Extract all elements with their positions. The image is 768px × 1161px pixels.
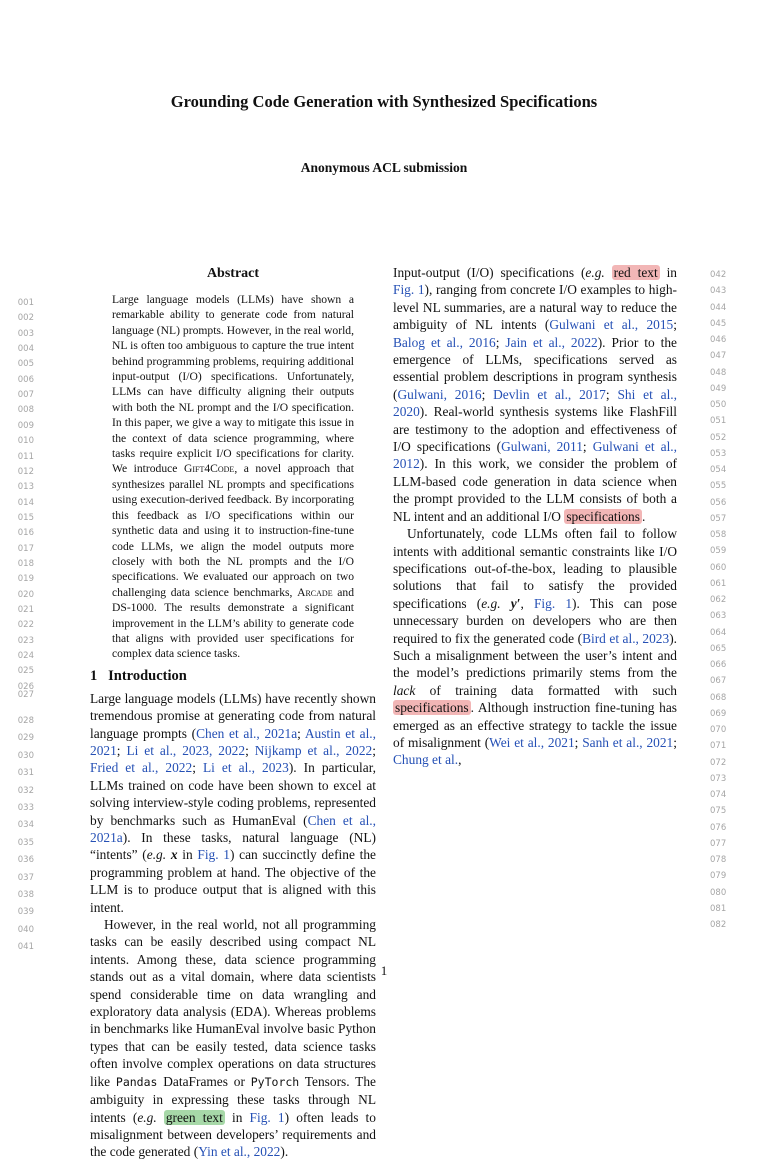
section-number: 1: [90, 667, 98, 684]
line-number: 046: [710, 335, 727, 345]
red-highlight: specifications: [566, 508, 640, 524]
line-number: 049: [710, 383, 727, 394]
citation-link[interactable]: Devlin et al., 2017: [493, 386, 606, 402]
section-heading-introduction: [90, 666, 376, 686]
citation-link[interactable]: Balog et al., 2016: [393, 334, 496, 350]
line-number: 043: [710, 286, 727, 297]
citation-link[interactable]: Fig. 1: [249, 1109, 285, 1125]
citation-link[interactable]: Gulwani, 2016: [397, 386, 482, 402]
line-number: 050: [710, 400, 727, 410]
citation-link[interactable]: Gulwani et al., 2015: [549, 317, 674, 333]
intro-paragraph-3: Input-output (I/O) specifications (e.g. red text in Fig. 1), ranging from concrete I/O examples to high-level NL summaries, are a natural way to reduce the ambiguity of NL intents (Gulwani et al., 2015; Balog et al., 2016; Jain et al., 2022). Prior to the emergence of LLMs, specifications served as essential problem descriptions in program synthesis (Gulwani, 2016; Devlin et al., 2017; Shi et al., 2020). Real-world synthesis systems like FlashFill are testimony to the adoption and effectiveness of I/O specifications (Gulwani, 2011; Gulwani et al., 2012). In this work, we consider the problem of LLM-based code generation in data science when the prompt provided to the LLM consists of both a NL intent and an additional I/O specifications .: [393, 265, 678, 524]
section-title: Introduction: [108, 667, 187, 684]
right-column: [393, 264, 677, 769]
italic-text: e.g.: [137, 1109, 157, 1125]
citation-link[interactable]: Shi et al., 2020: [393, 386, 678, 420]
line-number: 062: [710, 595, 727, 605]
line-number: 072: [710, 757, 727, 768]
line-number: 037: [17, 872, 34, 883]
italic-text: e.g.: [481, 595, 501, 611]
line-number: 051: [710, 416, 727, 427]
line-number: 033: [17, 803, 34, 813]
citation-link[interactable]: Li et al., 2023: [202, 760, 289, 776]
small-caps-term: Arcade: [297, 585, 333, 599]
line-number: 008: [17, 405, 34, 416]
line-number: 060: [710, 562, 727, 573]
line-number: 029: [17, 733, 34, 744]
green-highlight: green text: [165, 1109, 223, 1125]
line-number: 035: [17, 837, 34, 848]
italic-text: e.g.: [146, 847, 167, 863]
citation-link[interactable]: Gulwani et al., 2012: [393, 439, 677, 472]
line-number: 026: [17, 681, 34, 692]
line-number: 039: [17, 907, 34, 918]
line-number: 073: [710, 773, 727, 784]
line-number: 063: [710, 611, 727, 622]
line-number: 005: [17, 359, 34, 370]
citation-link[interactable]: Fig. 1: [533, 595, 573, 611]
red-highlight: specifications: [395, 700, 469, 716]
citation-link[interactable]: Gulwani, 2011: [501, 439, 583, 455]
line-number: 002: [17, 313, 34, 324]
citation-link[interactable]: Chen et al., 2021a: [196, 725, 298, 741]
line-number: 034: [17, 820, 34, 831]
citation-link[interactable]: Jain et al., 2022: [505, 334, 598, 350]
line-number: 042: [710, 270, 727, 280]
line-number: 044: [710, 302, 727, 313]
line-number: 055: [710, 481, 727, 492]
line-number: 071: [710, 741, 727, 752]
line-number: 065: [710, 643, 727, 654]
citation-link[interactable]: Fried et al., 2022: [90, 760, 193, 776]
line-number: 070: [710, 725, 727, 735]
line-number: 041: [17, 942, 34, 953]
line-number: 011: [17, 451, 34, 462]
line-number: 013: [17, 482, 34, 493]
page-number: 1: [380, 963, 388, 978]
line-number: 014: [17, 497, 34, 508]
citation-link[interactable]: Austin et al., 2021: [90, 725, 376, 758]
italic-text: e.g.: [585, 265, 605, 280]
paper-title: Grounding Code Generation with Synthesized Specifications: [170, 92, 598, 111]
line-number: 048: [710, 367, 727, 378]
line-number: 080: [710, 887, 727, 898]
line-number: 027: [17, 690, 34, 700]
citation-link[interactable]: Fig. 1: [197, 847, 230, 863]
author-line: Anonymous ACL submission: [300, 160, 468, 175]
citation-link[interactable]: Chung et al.: [393, 752, 459, 768]
line-number: 075: [710, 806, 727, 817]
line-number: 076: [710, 822, 727, 833]
line-number: 054: [710, 465, 727, 475]
line-number: 082: [710, 920, 727, 930]
line-number: 010: [17, 436, 34, 447]
line-number: 021: [17, 605, 34, 615]
citation-link[interactable]: Sanh et al., 2021: [582, 734, 674, 750]
line-number: 024: [17, 651, 34, 662]
line-number: 074: [710, 790, 727, 800]
line-number: 031: [17, 768, 34, 779]
line-number: 059: [710, 546, 727, 557]
math-symbol: y′: [510, 595, 521, 611]
citation-link[interactable]: Wei et al., 2021: [489, 734, 575, 750]
line-number: 016: [17, 528, 34, 539]
line-number: 020: [17, 589, 34, 600]
line-number: 066: [710, 660, 727, 670]
citation-link[interactable]: Li et al., 2023, 2022: [126, 742, 246, 758]
line-number: 045: [710, 318, 727, 329]
small-caps-term: Gift4Code: [183, 462, 235, 476]
line-number: 012: [17, 466, 34, 477]
math-symbol: x: [170, 847, 178, 863]
italic-text: lack: [393, 682, 416, 698]
line-number: 019: [17, 574, 34, 585]
line-number: 038: [17, 890, 34, 900]
citation-link[interactable]: Bird et al., 2023: [582, 630, 670, 646]
line-number: 053: [710, 448, 727, 459]
line-number: 077: [710, 838, 727, 849]
line-number: 001: [17, 298, 34, 308]
line-number: 003: [17, 328, 34, 339]
line-number: 061: [710, 578, 727, 589]
line-number: 079: [710, 871, 727, 882]
line-number: 056: [710, 497, 727, 508]
intro-paragraph-4: Unfortunately, code LLMs often fail to follow intents with additional semantic constraints like I/O specifications out-of-the-box, leading to plausible solutions that fail to satisfy the provided specifications (e.g. y′, Fig. 1). This can pose unnecessary burden on developers who are then required to fix the generated code (Bird et al., 2023). Such a misalignment between the user’s intent and the model’s predictions primarily stems from the lack of training data formatted with such specifications . Although instruction fine-tuning has emerged as an effective strategy to tackle the issue of misalignment (Wei et al., 2021; Sanh et al., 2021; Chung et al.,: [393, 526, 677, 768]
abstract-body: Large language models (LLMs) have shown a remarkable ability to generate code from natural language (NL) prompts. However, in the real world, NL is often too ambiguous to capture the true intent behind programming problems, requiring additional input-output (I/O) specifications. Unfortunately, LLMs can have difficulty aligning their outputs with both the NL prompt and the I/O specification. In this paper, we give a way to mitigate this issue in the context of data science programming, where tasks require explicit I/O specifications for clarity. We introduce Gift4Code, a novel approach that synthesizes parallel NL prompts and specifications using execution-derived feedback. By incorporating this feedback as I/O specifications within our synthetic data and using it to instruction-fine-tune code LLMs, we align the model outputs more closely with both the NL prompts and the I/O specifications. We evaluated our approach on two challenging data science benchmarks, Arcade and DS-1000. The results demonstrate a significant improvement in the LLM’s ability to generate code that aligns with provided user specifications for complex data science tasks.: [112, 293, 354, 661]
intro-paragraph-1: Large language models (LLMs) have recently shown tremendous promise at generating code from natural language prompts (Chen et al., 2021a; Austin et al., 2021; Li et al., 2023, 2022; Nijkamp et al., 2022; Fried et al., 2022; Li et al., 2023). In particular, LLMs trained on code have been shown to excel at solving interview-style coding problems, represented by benchmarks such as HumanEval (Chen et al., 2021a). In these tasks, natural language (NL) “intents” (e.g. x in Fig. 1) can succinctly define the programming problem at hand. The objective of the LLM is to produce output that is aligned with this intent.: [90, 690, 376, 915]
citation-link[interactable]: Yin et al., 2022: [198, 1144, 281, 1160]
line-number: 017: [17, 543, 34, 554]
line-number: 030: [17, 750, 34, 761]
line-number: 032: [17, 785, 34, 796]
line-number: 023: [17, 635, 34, 646]
line-number: 069: [710, 708, 727, 719]
intro-paragraph-2: However, in the real world, not all programming tasks can be easily described using compact NL intents. Among these, data science programming stands out as a vital domain, where data scientists spend considerable time on data wrangling and exploratory data analysis (EDA). Whereas problems in benchmarks like HumanEval involve basic Python types that can be easily tested, data science tasks often involve complex operations on data structures like Pandas DataFrames or PyTorch Tensors. The ambiguity in expressing these tasks through NL intents (e.g. green text in Fig. 1) often leads to misalignment between developers’ requirements and the code generated (Yin et al., 2022).: [90, 917, 376, 1160]
line-number: 081: [710, 903, 727, 914]
line-number: 022: [17, 620, 34, 631]
line-number: 015: [17, 512, 34, 523]
line-number: 004: [17, 344, 34, 355]
code-term: Pandas: [115, 1074, 158, 1089]
abstract-heading: Abstract: [206, 266, 260, 281]
red-highlight: red text: [613, 265, 658, 280]
code-term: PyTorch: [250, 1074, 300, 1089]
line-number: 057: [710, 513, 727, 524]
line-number: 058: [710, 530, 727, 540]
line-number: 064: [710, 627, 727, 638]
line-number: 009: [17, 420, 34, 431]
citation-link[interactable]: Fig. 1: [393, 282, 425, 298]
line-number: 067: [710, 676, 727, 687]
citation-link[interactable]: Nijkamp et al., 2022: [254, 742, 373, 758]
line-number: 025: [17, 666, 34, 677]
line-number: 078: [710, 855, 727, 865]
line-number: 018: [17, 558, 34, 569]
line-number: 040: [17, 924, 34, 935]
line-number: 052: [710, 432, 727, 443]
citation-link[interactable]: Chen et al., 2021a: [90, 812, 376, 845]
line-number: 007: [17, 390, 34, 401]
line-number: 006: [17, 374, 34, 385]
left-column: [90, 264, 376, 1161]
line-number: 036: [17, 855, 34, 866]
line-number: 068: [710, 692, 727, 703]
line-number: 028: [17, 716, 34, 726]
line-number: 047: [710, 351, 727, 362]
